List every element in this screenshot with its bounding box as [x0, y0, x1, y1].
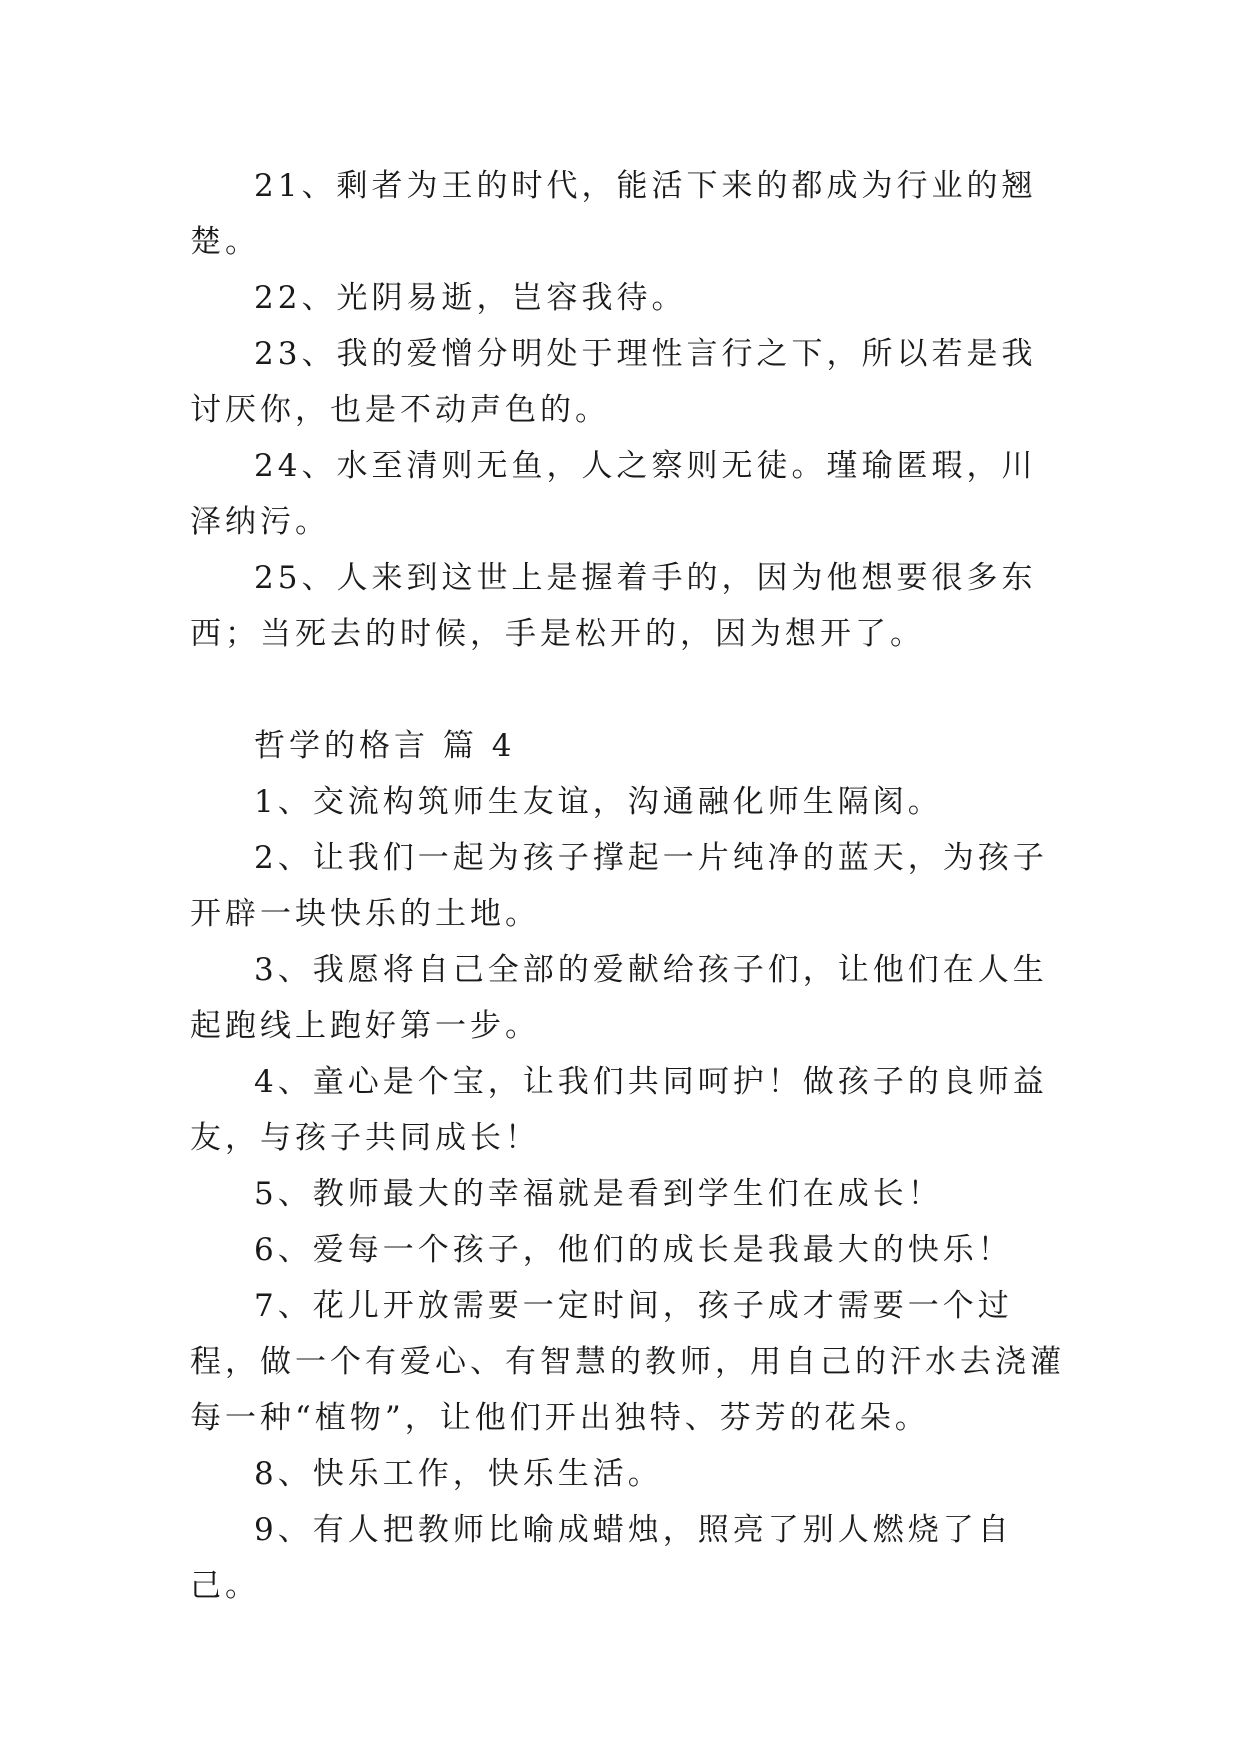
document-body	[190, 158, 1070, 1614]
quote-paragraph: 21、剩者为王的时代，能活下来的都成为行业的翘楚。	[190, 168, 1037, 260]
quote-paragraph: 23、我的爱憎分明处于理性言行之下，所以若是我讨厌你，也是不动声色的。	[190, 336, 1037, 428]
quote-paragraph: 3、我愿将自己全部的爱献给孩子们，让他们在人生起跑线上跑好第一步。	[190, 952, 1048, 1044]
quote-paragraph: 25、人来到这世上是握着手的，因为他想要很多东西；当死去的时候，手是松开的，因为想开了。	[190, 560, 1037, 652]
quote-paragraph: 24、水至清则无鱼，人之察则无徒。瑾瑜匿瑕，川泽纳污。	[190, 448, 1037, 540]
quote-paragraph: 9、有人把教师比喻成蜡烛，照亮了别人燃烧了自己。	[190, 1512, 1013, 1604]
quote-paragraph: 2、让我们一起为孩子撑起一片纯净的蓝天，为孩子开辟一块快乐的土地。	[190, 840, 1048, 932]
quote-paragraph: 8、快乐工作，快乐生活。	[254, 1456, 663, 1492]
quote-paragraph: 6、爱每一个孩子，他们的成长是我最大的快乐！	[254, 1232, 1013, 1268]
quote-paragraph: 7、花儿开放需要一定时间，孩子成才需要一个过程，做一个有爱心、有智慧的教师，用自己的汗水去浇灌每一种“植物”，让他们开出独特、芬芳的花朵。	[190, 1288, 1065, 1436]
section-gap	[190, 662, 1070, 718]
quote-paragraph: 1、交流构筑师生友谊，沟通融化师生隔阂。	[254, 784, 943, 820]
quote-paragraph: 5、教师最大的幸福就是看到学生们在成长！	[254, 1176, 943, 1212]
quote-paragraph: 4、童心是个宝，让我们共同呵护！做孩子的良师益友，与孩子共同成长！	[190, 1064, 1048, 1156]
section-heading: 哲学的格言 篇 4	[254, 728, 516, 764]
quote-paragraph: 22、光阴易逝，岂容我待。	[254, 280, 687, 316]
